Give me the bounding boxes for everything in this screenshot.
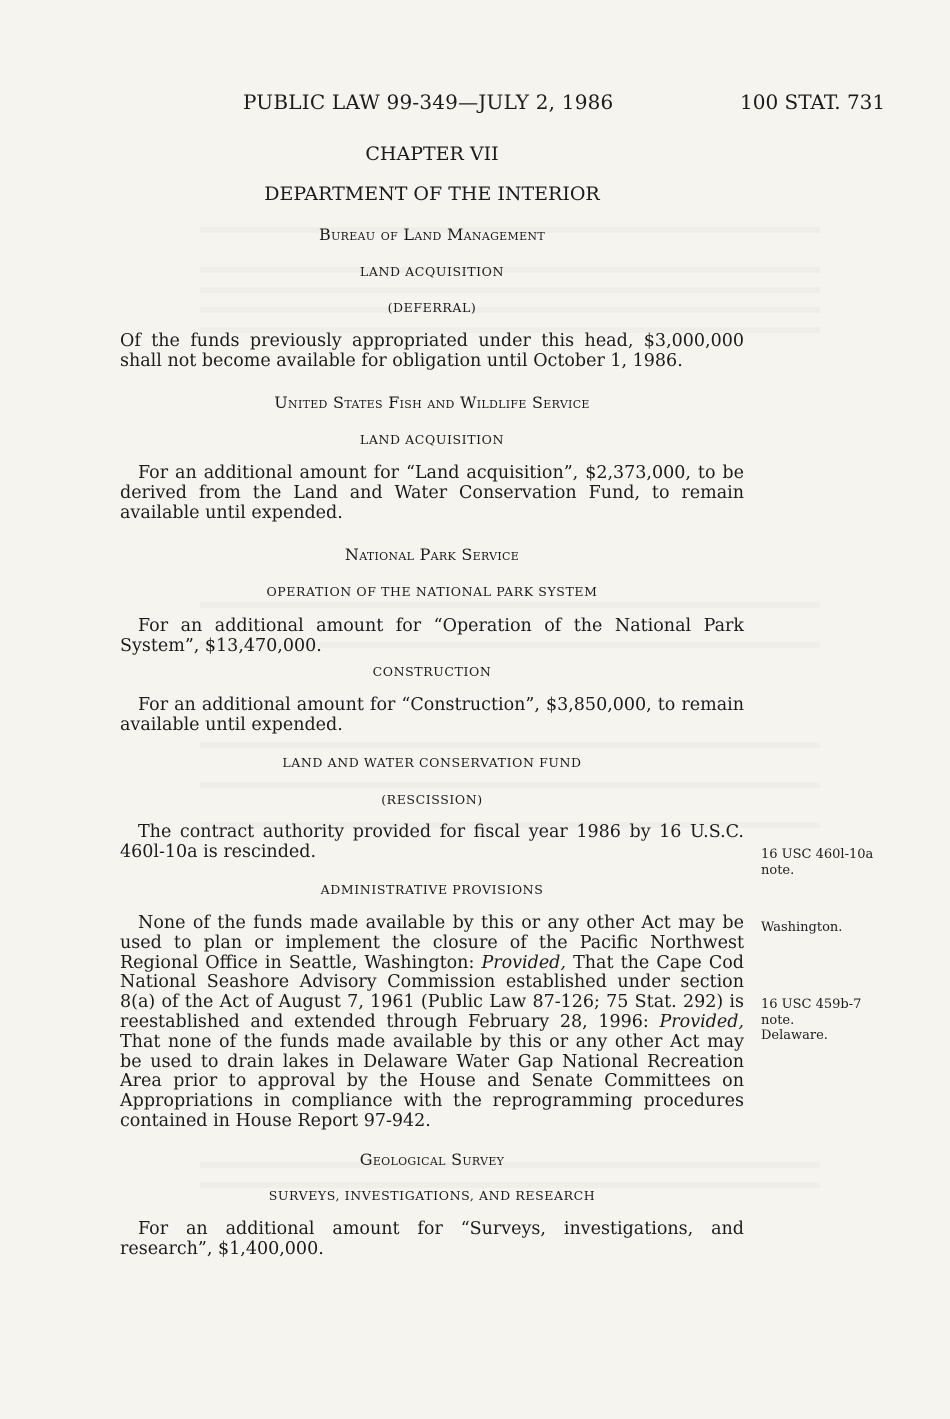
subheading-operation: OPERATION OF THE NATIONAL PARK SYSTEM — [266, 584, 598, 599]
margin-note-459b-cite: 16 USC 459b-7 — [761, 997, 862, 1012]
running-header-stat: 100 STAT. 731 — [740, 90, 886, 114]
usgs-paragraph: For an additional amount for “Surveys, investigations, and research”, $1,400,000. — [120, 1219, 744, 1259]
subheading-administrative-provisions: ADMINISTRATIVE PROVISIONS — [320, 882, 544, 897]
margin-note-washington: Washington. — [761, 920, 843, 935]
bureau-heading-nps: National Park Service — [344, 545, 520, 564]
fws-paragraph: For an additional amount for “Land acquisition”, $2,373,000, to be derived from the Land and Water Conservation Fund, to remain available until expended. — [120, 463, 744, 523]
bureau-heading-blm: Bureau of Land Management — [319, 225, 545, 244]
margin-note-460l — [761, 847, 873, 878]
provided-proviso-2: Provided, — [659, 1011, 744, 1032]
margin-note-460l-cite: 16 USC 460l-10a — [761, 847, 874, 862]
subheading-rescission: (RESCISSION) — [381, 792, 483, 807]
nps-operation-paragraph: For an additional amount for “Operation of the National Park System”, $13,470,000. — [120, 616, 744, 656]
nps-construction-paragraph: For an additional amount for “Construction”, $3,850,000, to remain available until expended. — [120, 695, 744, 735]
chapter-heading: CHAPTER VII — [365, 143, 499, 165]
bureau-heading-usgs: Geological Survey — [359, 1150, 505, 1169]
margin-note-delaware: Delaware. — [761, 1028, 828, 1043]
nps-rescission-paragraph: The contract authority provided for fiscal year 1986 by 16 U.S.C. 460l-10a is rescinded. — [120, 822, 744, 862]
admin-text-part-a: None of the funds made available by this or any other Act may be used to plan or implement the closure of the Pacific Northwest Regional Office in Seattle, Washington: — [120, 913, 744, 973]
provided-proviso-1: Provided, — [481, 952, 566, 973]
bureau-heading-fws: United States Fish and Wildlife Service — [274, 393, 590, 412]
subheading-lwcf: LAND AND WATER CONSERVATION FUND — [282, 755, 582, 770]
subheading-land-acquisition: LAND ACQUISITION — [359, 264, 505, 279]
subheading-surveys: SURVEYS, INVESTIGATIONS, AND RESEARCH — [268, 1188, 596, 1203]
subheading-fws-land-acquisition: LAND ACQUISITION — [359, 432, 505, 447]
subheading-deferral: (DEFERRAL) — [387, 300, 477, 315]
subheading-construction: CONSTRUCTION — [372, 664, 492, 679]
margin-note-459b — [761, 997, 861, 1044]
admin-text-part-b: That the Cape Cod National Seashore Advisory Commission established under section 8(a) of the Act of August 7, 1961 (Public Law 87-126; 75 Stat. 292) is reestablished and extended through February 28, 1996: — [120, 952, 744, 1032]
nps-admin-paragraph — [120, 914, 744, 1132]
admin-text-part-c: That none of the funds made available by this or any other Act may be used to drain lakes in Delaware Water Gap National Recreation Area prior to approval by the House and Senate Committees on Appropriations in compliance with the reprogramming procedures contained in House Report 97-942. — [120, 1031, 744, 1131]
running-header-title: PUBLIC LAW 99-349—JULY 2, 1986 — [243, 90, 614, 114]
blm-paragraph: Of the funds previously appropriated under this head, $3,000,000 shall not become available for obligation until October 1, 1986. — [120, 331, 744, 371]
margin-note-460l-note: note. — [761, 862, 795, 878]
margin-note-459b-note: note. — [761, 1012, 795, 1028]
department-heading: DEPARTMENT OF THE INTERIOR — [264, 183, 600, 205]
